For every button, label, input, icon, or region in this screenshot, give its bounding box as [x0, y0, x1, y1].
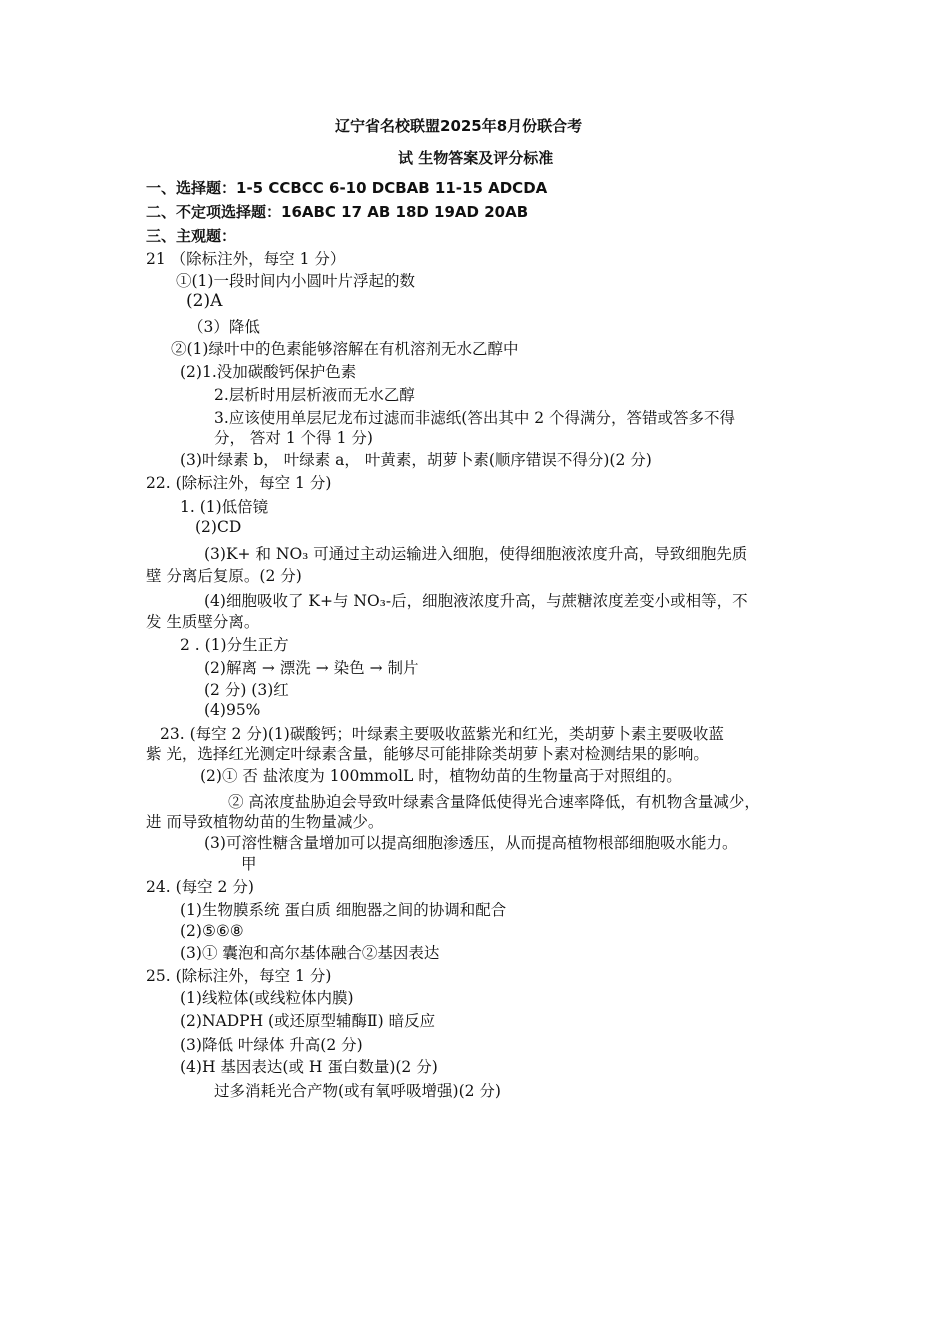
q22-answer-2-1: 2 . (1)分生正方: [180, 636, 289, 654]
q23-line-3: (2)① 否 盐浓度为 100mmolL 时，植物幼苗的生物量高于对照组的。: [200, 767, 682, 785]
doc-title-line1: 辽宁省名校联盟2025年8月份联合考: [335, 117, 583, 135]
q22-answer-1-4: (4)细胞吸收了 K+与 NO₃-后，细胞液浓度升高，与蔗糖浓度差变小或相等，不: [204, 592, 748, 610]
q21-answer-1-1: ①(1)一段时间内小圆叶片浮起的数: [176, 272, 415, 290]
q24-line-1: (1)生物膜系统 蛋白质 细胞器之间的协调和配合: [180, 901, 507, 919]
q25-line-3: (3)降低 叶绿体 升高(2 分): [180, 1036, 363, 1054]
q25-header: 25. (除标注外，每空 1 分): [146, 967, 332, 985]
q23-line-5: 进 而导致植物幼苗的生物量减少。: [146, 813, 384, 831]
q22-answer-1-2: (2)CD: [195, 518, 242, 536]
q21-answer-2-3: (3)叶绿素 b， 叶绿素 a， 叶黄素，胡萝卜素(顺序错误不得分)(2 分): [180, 451, 652, 469]
q23-line-4: ② 高浓度盐胁迫会导致叶绿素含量降低使得光合速率降低，有机物含量减少，: [228, 793, 760, 811]
doc-title-line2: 试 生物答案及评分标准: [398, 149, 554, 167]
q25-line-1: (1)线粒体(或线粒体内膜): [180, 989, 354, 1007]
q22-answer-2-2: (2)解离 → 漂洗 → 染色 → 制片: [204, 659, 419, 677]
q21-answer-2-1: ②(1)绿叶中的色素能够溶解在有机溶剂无水乙醇中: [171, 340, 519, 358]
q21-answer-2-2-1: (2)1.没加碳酸钙保护色素: [180, 363, 357, 381]
q21-answer-1-2: (2)A: [186, 291, 223, 311]
q22-answer-1-3-cont: 壁 分离后复原。(2 分): [146, 567, 302, 585]
q23-line-1: 23. (每空 2 分)(1)碳酸钙；叶绿素主要吸收蓝紫光和红光，类胡萝卜素主要吸收蓝: [160, 725, 724, 743]
section-multiple-choice: 一、选择题：1-5 CCBCC 6-10 DCBAB 11-15 ADCDA: [146, 179, 548, 197]
q22-header: 22. (除标注外，每空 1 分): [146, 474, 332, 492]
q25-line-4: (4)H 基因表达(或 H 蛋白数量)(2 分): [180, 1058, 438, 1076]
q25-line-2: (2)NADPH (或还原型辅酶Ⅱ) 暗反应: [180, 1012, 436, 1030]
q21-answer-2-2-3-cont: 分， 答对 1 个得 1 分): [214, 429, 373, 447]
q24-line-3: (3)① 囊泡和高尔基体融合②基因表达: [180, 944, 440, 962]
q23-line-6: (3)可溶性糖含量增加可以提高细胞渗透压，从而提高植物根部细胞吸水能力。: [204, 834, 738, 852]
q24-header: 24. (每空 2 分): [146, 878, 254, 896]
section-indefinite-choice: 二、不定项选择题：16ABC 17 AB 18D 19AD 20AB: [146, 203, 529, 221]
q21-answer-2-2-3: 3.应该使用单层尼龙布过滤而非滤纸(答出其中 2 个得满分，答错或答多不得: [214, 409, 736, 427]
q22-answer-1-1: 1. (1)低倍镜: [180, 498, 269, 516]
q22-answer-2-3: (2 分) (3)红: [204, 681, 289, 699]
q24-line-2: (2)⑤⑥⑧: [180, 922, 244, 940]
q23-line-7: 甲: [241, 855, 257, 873]
q21-header: 21 （除标注外，每空 1 分）: [146, 250, 346, 268]
q22-answer-2-4: (4)95%: [204, 701, 261, 719]
q23-line-2: 紫 光，选择红光测定叶绿素含量，能够尽可能排除类胡萝卜素对检测结果的影响。: [146, 745, 709, 763]
q22-answer-1-3: (3)K+ 和 NO₃ 可通过主动运输进入细胞，使得细胞液浓度升高，导致细胞先质: [204, 545, 748, 563]
q21-answer-1-3: （3）降低: [188, 318, 260, 336]
q22-answer-1-4-cont: 发 生质壁分离。: [146, 613, 260, 631]
q21-answer-2-2-2: 2.层析时用层析液而无水乙醇: [214, 386, 415, 404]
q25-line-5: 过多消耗光合产物(或有氧呼吸增强)(2 分): [214, 1082, 501, 1100]
section-subjective: 三、主观题：: [146, 227, 237, 245]
